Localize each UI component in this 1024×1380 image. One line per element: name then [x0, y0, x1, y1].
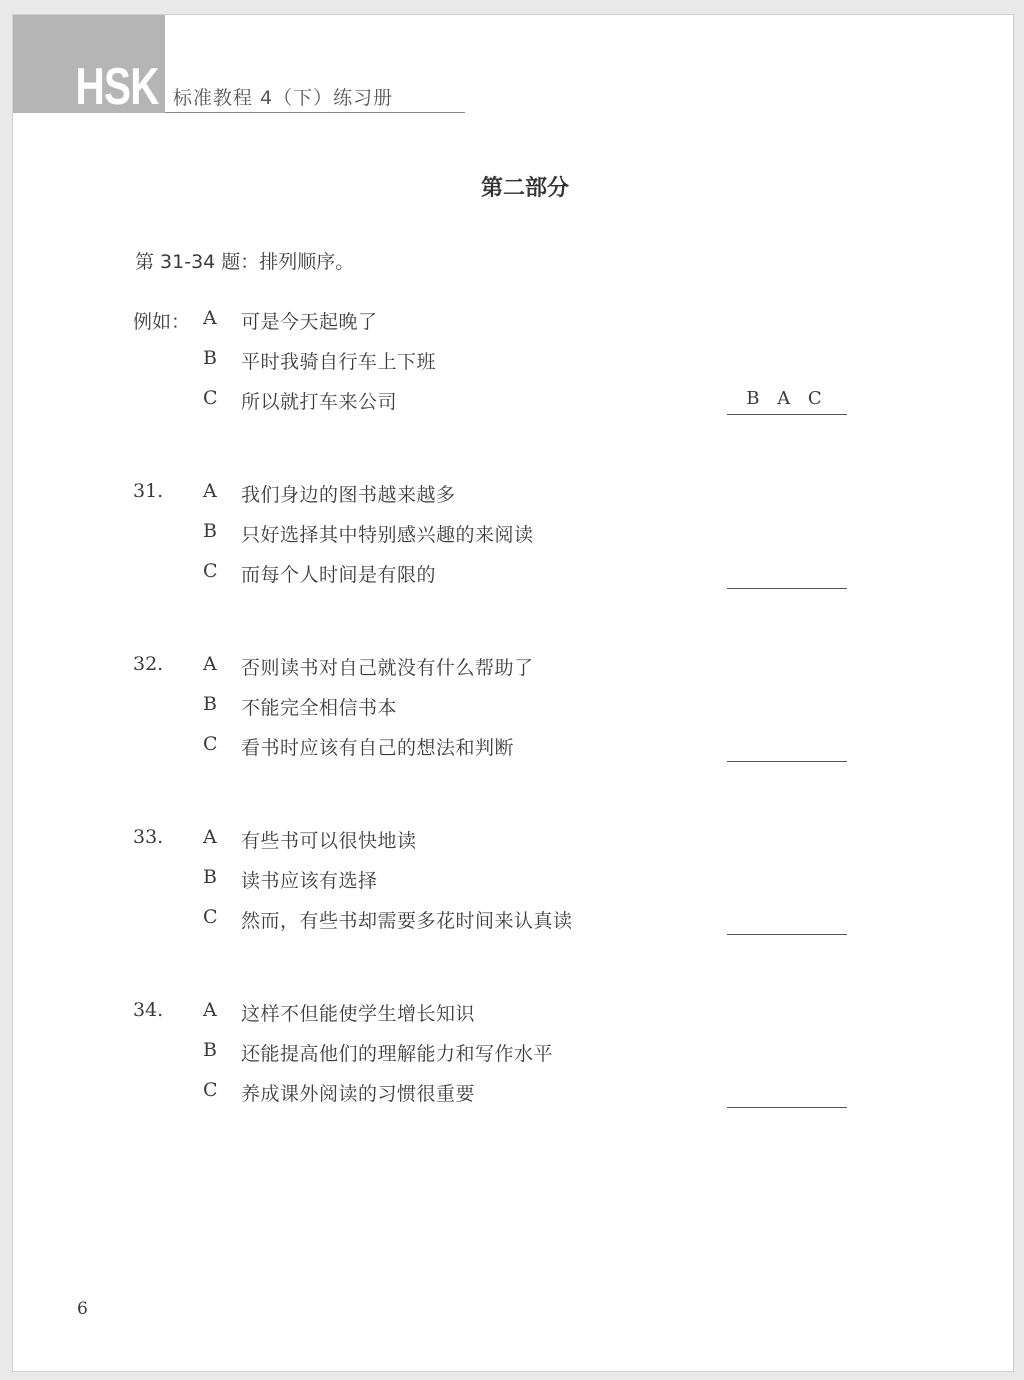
option-letter: A	[203, 307, 217, 329]
answer-blank[interactable]	[727, 761, 847, 762]
example-label: 例如：	[133, 311, 191, 333]
option-letter: B	[203, 866, 217, 888]
option-text: 然而，有些书却需要多花时间来认真读	[241, 910, 573, 932]
option-text: 否则读书对自己就没有什么帮助了	[241, 657, 534, 679]
option-letter: A	[203, 826, 217, 848]
option-text: 我们身边的图书越来越多	[241, 484, 456, 506]
option-text: 这样不但能使学生增长知识	[241, 1003, 476, 1025]
option-text: 而每个人时间是有限的	[241, 564, 437, 586]
option-text: 只好选择其中特别感兴趣的来阅读	[241, 524, 534, 546]
option-letter: A	[203, 653, 217, 675]
question-number: 34.	[133, 999, 164, 1021]
instruction-text: 第 31-34 题：排列顺序。	[135, 251, 355, 273]
option-text: 不能完全相信书本	[241, 697, 398, 719]
question-32	[13, 653, 1015, 783]
question-number: 31.	[133, 480, 164, 502]
option-letter: C	[203, 906, 218, 928]
option-text: 有些书可以很快地读	[241, 830, 417, 852]
answer-blank[interactable]	[727, 1107, 847, 1108]
option-text: 看书时应该有自己的想法和判断	[241, 737, 515, 759]
question-number: 32.	[133, 653, 164, 675]
option-letter: B	[203, 347, 217, 369]
option-text: 平时我骑自行车上下班	[241, 351, 437, 373]
answer-blank[interactable]	[727, 934, 847, 935]
option-letter: C	[203, 733, 218, 755]
question-31	[13, 480, 1015, 610]
option-letter: A	[203, 480, 217, 502]
option-letter: C	[203, 1079, 218, 1101]
option-text: 所以就打车来公司	[241, 391, 398, 413]
page-number: 6	[77, 1299, 88, 1319]
option-letter: B	[203, 520, 217, 542]
example-answer: B A C	[746, 388, 828, 409]
section-title: 第二部分	[480, 176, 569, 201]
option-letter: A	[203, 999, 217, 1021]
workbook-page	[12, 14, 1014, 1372]
option-letter: B	[203, 693, 217, 715]
hsk-logo: HSK	[75, 58, 159, 116]
question-34	[13, 999, 1015, 1129]
option-text: 养成课外阅读的习惯很重要	[241, 1083, 476, 1105]
option-text: 读书应该有选择	[241, 870, 378, 892]
answer-blank[interactable]	[727, 588, 847, 589]
example-answer-line	[727, 414, 847, 415]
example-question	[13, 307, 1015, 437]
header-divider	[165, 112, 465, 113]
option-text: 还能提高他们的理解能力和写作水平	[241, 1043, 554, 1065]
question-number: 33.	[133, 826, 164, 848]
option-text: 可是今天起晚了	[241, 311, 378, 333]
book-title: 标准教程 4（下）练习册	[173, 87, 394, 109]
option-letter: C	[203, 560, 218, 582]
hsk-logo-block	[13, 15, 165, 116]
question-33	[13, 826, 1015, 956]
option-letter: C	[203, 387, 218, 409]
option-letter: B	[203, 1039, 217, 1061]
